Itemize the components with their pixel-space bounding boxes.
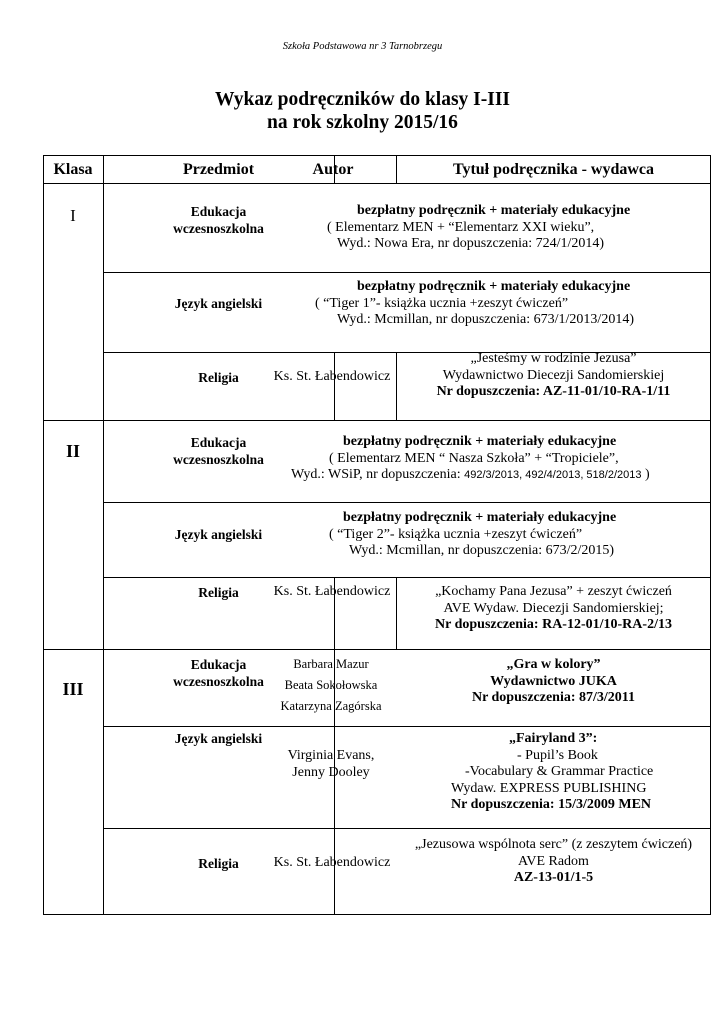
- column-header-autor: Autor: [312, 161, 354, 178]
- grade-divider: [43, 649, 711, 650]
- textbook-line: AVE Radom: [518, 853, 589, 869]
- textbook-table: [43, 155, 711, 915]
- table-border-top: [43, 155, 711, 156]
- subject-line: Edukacja: [190, 204, 247, 219]
- subject-angielski: Język angielski: [174, 527, 263, 542]
- textbook-line: „Fairyland 3”:: [509, 731, 598, 746]
- subject-religia: Religia: [198, 585, 239, 600]
- table-border-right: [710, 155, 711, 915]
- textbook-line: bezpłatny podręcznik + materiały edukacyjne: [343, 434, 617, 449]
- document-subtitle: na rok szkolny 2015/16: [267, 112, 458, 133]
- textbook-info: [291, 434, 650, 484]
- document-title: Wykaz podręczników do klasy I-III: [214, 89, 511, 110]
- textbook-line: bezpłatny podręcznik + materiały edukacyjne: [357, 203, 631, 218]
- textbook-line: Wyd.: Mcmillan, nr dopuszczenia: 673/1/2013/2014): [337, 312, 634, 327]
- authors: [256, 654, 406, 717]
- subject-line: wczesnoszkolna: [173, 221, 264, 236]
- author: Ks. St. Łabendowicz: [273, 369, 391, 384]
- textbook-line: ( Elementarz MEN + “Elementarz XXI wieku”,: [327, 219, 595, 235]
- row-divider: [103, 502, 711, 503]
- grade-label: III: [62, 679, 84, 699]
- subject-angielski: Język angielski: [174, 731, 263, 746]
- row-divider: [103, 272, 711, 273]
- textbook-line: Nr dopuszczenia: RA-12-01/10-RA-2/13: [435, 617, 672, 632]
- subject-line: Edukacja: [190, 657, 247, 672]
- author: Virginia Evans,: [287, 748, 375, 763]
- column-header-przedmiot: Przedmiot: [182, 161, 255, 178]
- textbook-line: ( “Tiger 1”- książka ucznia +zeszyt ćwiczeń”: [315, 295, 569, 311]
- subject-line: Edukacja: [190, 435, 247, 450]
- textbook-line: „Gra w kolory”: [506, 657, 601, 672]
- subject-edukacja: [103, 203, 334, 237]
- textbook-line: Nr dopuszczenia: 15/3/2009 MEN: [451, 797, 652, 812]
- subject-line: wczesnoszkolna: [173, 452, 264, 467]
- table-border-bottom: [43, 914, 711, 915]
- textbook-line: ( “Tiger 2”- książka ucznia +zeszyt ćwiczeń”: [329, 526, 583, 542]
- textbook-info: [397, 351, 710, 401]
- textbook-line: Nr dopuszczenia: 87/3/2011: [471, 690, 636, 705]
- row-divider: [103, 577, 711, 578]
- textbook-info: [327, 203, 630, 253]
- textbook-line: ( Elementarz MEN “ Nasza Szkoła” + “Tropiciele”,: [329, 450, 619, 466]
- textbook-line: Wydaw. EXPRESS PUBLISHING: [451, 780, 647, 796]
- textbook-line: Wyd.: WSiP, nr dopuszczenia: 492/3/2013, 492/4/2013, 518/2/2013 ): [291, 467, 650, 482]
- textbook-info: [315, 279, 634, 329]
- textbook-line: „Jesteśmy w rodzinie Jezusa”: [470, 351, 637, 366]
- textbook-line: - Pupil’s Book: [517, 747, 598, 763]
- subject-religia: Religia: [198, 856, 239, 871]
- subject-angielski: Język angielski: [174, 296, 263, 311]
- header-divider: [43, 183, 711, 184]
- row-divider: [103, 726, 711, 727]
- textbook-line: Wyd.: Mcmillan, nr dopuszczenia: 673/2/2015): [349, 543, 615, 558]
- subject-religia: Religia: [198, 370, 239, 385]
- textbook-line: Wydawnictwo JUKA: [490, 673, 617, 689]
- grade-divider: [43, 420, 711, 421]
- subject-line: wczesnoszkolna: [173, 674, 264, 689]
- row-divider: [103, 828, 711, 829]
- authors: [256, 748, 406, 781]
- textbook-line: „Jezusowa wspólnota serc” (z zeszytem ćwiczeń): [414, 837, 693, 852]
- grade-label: I: [70, 206, 76, 225]
- grade-label: II: [65, 441, 80, 461]
- textbook-info: [397, 837, 710, 887]
- school-name: Szkoła Podstawowa nr 3 Tarnobrzegu: [282, 41, 443, 52]
- col-divider: [334, 352, 335, 420]
- textbook-line: Nr dopuszczenia: AZ-11-01/10-RA-1/11: [436, 384, 671, 399]
- textbook-info: [329, 510, 616, 560]
- textbook-line: AVE Wydaw. Diecezji Sandomierskiej;: [443, 600, 664, 616]
- textbook-line: bezpłatny podręcznik + materiały edukacyjne: [343, 510, 617, 525]
- textbook-info: [397, 657, 710, 707]
- textbook-line: bezpłatny podręcznik + materiały edukacyjne: [357, 279, 631, 294]
- column-header-klasa: Klasa: [53, 161, 93, 178]
- author: Ks. St. Łabendowicz: [273, 855, 391, 870]
- author: Beata Sokołowska: [284, 678, 378, 692]
- author: Barbara Mazur: [293, 657, 369, 671]
- author: Ks. St. Łabendowicz: [273, 584, 391, 599]
- textbook-line: „Kochamy Pana Jezusa” + zeszyt ćwiczeń: [435, 584, 672, 599]
- author: Katarzyna Zagórska: [280, 699, 382, 713]
- textbook-line: Wydawnictwo Diecezji Sandomierskiej: [442, 367, 665, 383]
- textbook-line: Wyd.: Nowa Era, nr dopuszczenia: 724/1/2014): [337, 236, 605, 251]
- textbook-info: [449, 731, 653, 814]
- author: Jenny Dooley: [292, 764, 370, 780]
- column-header-tytul: Tytuł podręcznika - wydawca: [452, 161, 655, 178]
- textbook-line: -Vocabulary & Grammar Practice: [465, 764, 654, 779]
- textbook-info: [397, 584, 710, 634]
- textbook-line: AZ-13-01/1-5: [513, 870, 594, 885]
- table-border-left: [43, 155, 44, 915]
